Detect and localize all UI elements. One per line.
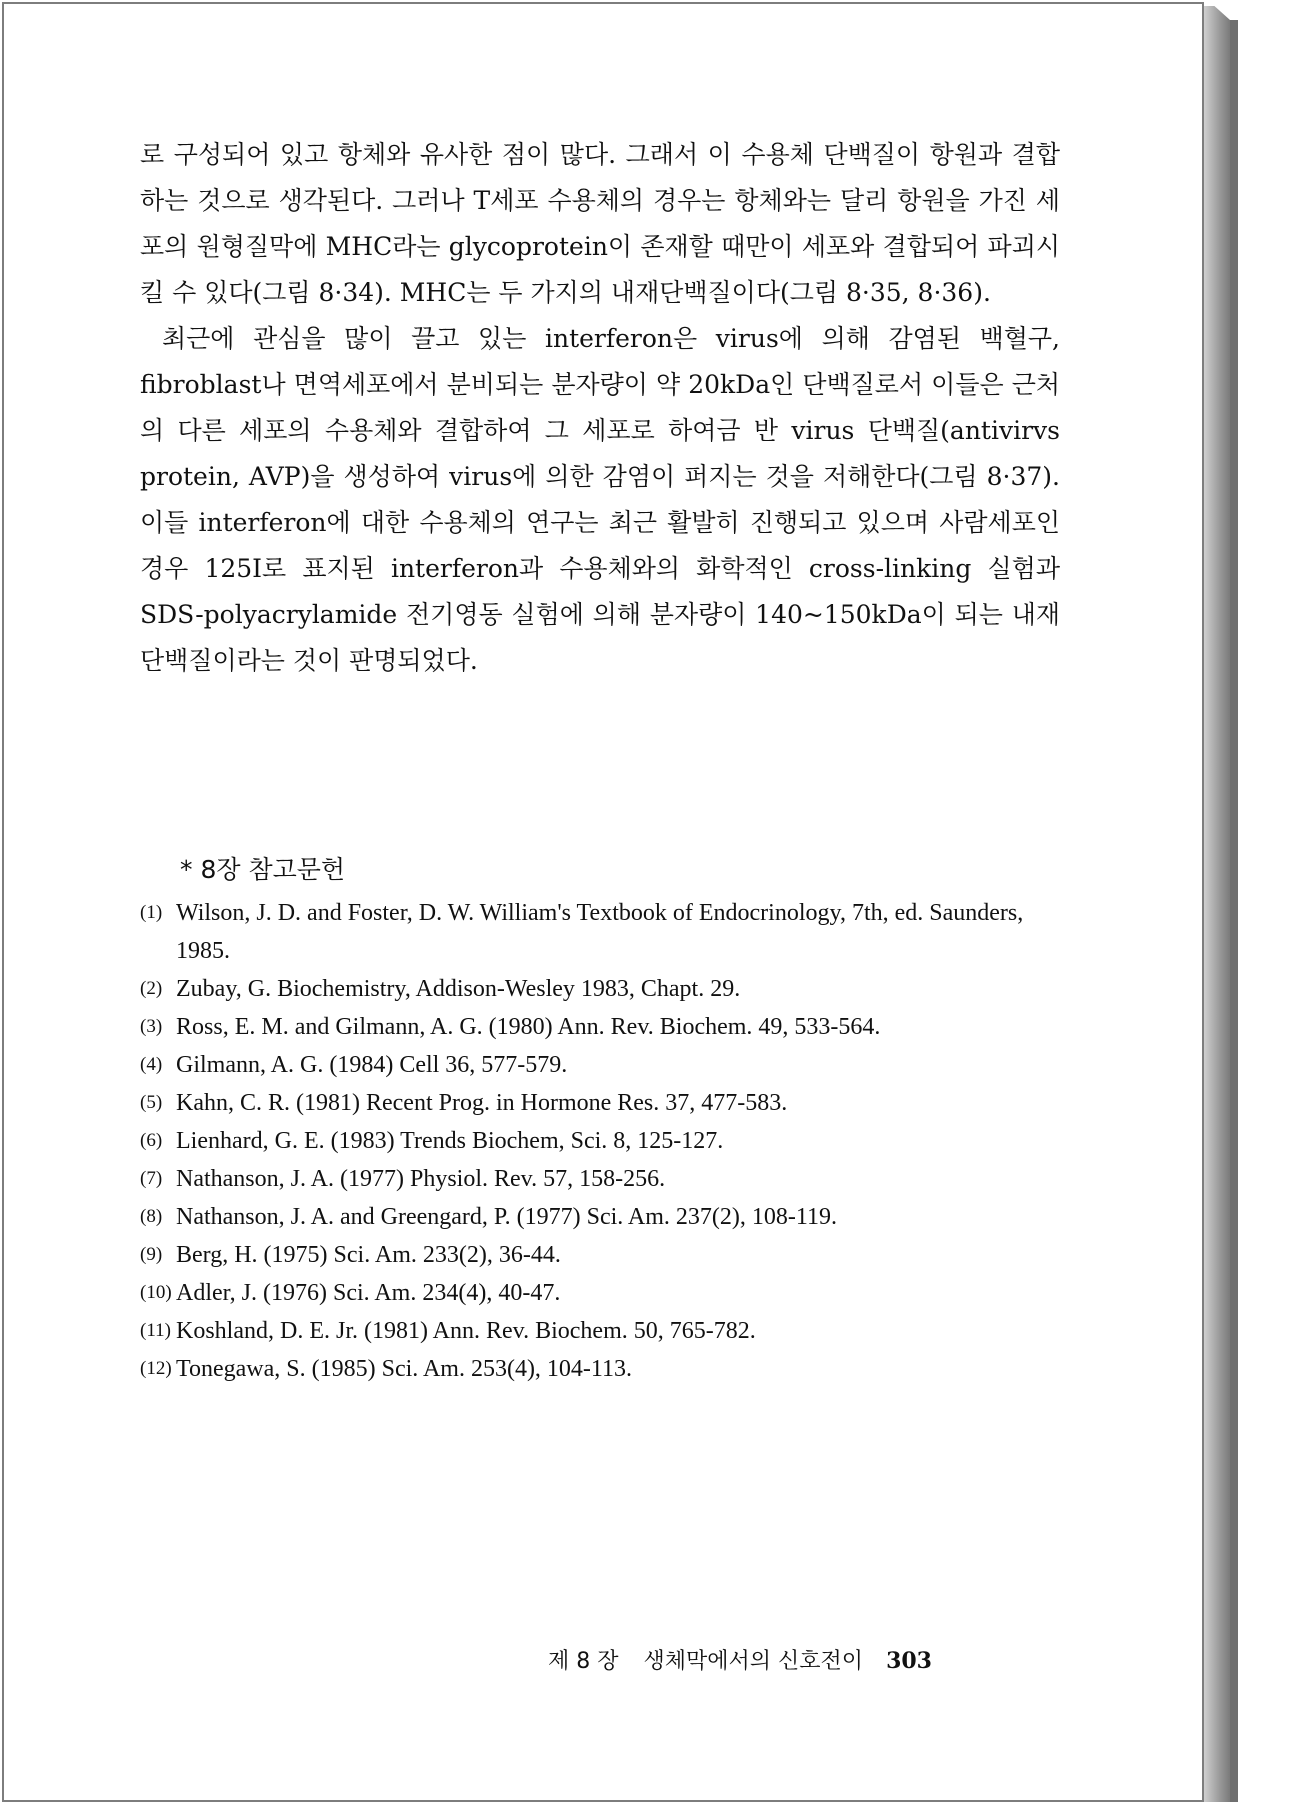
reference-item: (5) Kahn, C. R. (1981) Recent Prog. in Hormone Res. 37, 477-583. (140, 1090, 788, 1116)
reference-item: (12) Tonegawa, S. (1985) Sci. Am. 253(4), 104-113. (140, 1356, 633, 1382)
references-list (140, 894, 1070, 1388)
reference-item: (7) Nathanson, J. A. (1977) Physiol. Rev. 57, 158-256. (140, 1166, 666, 1192)
footer-title: 생체막에서의 신호전이 (643, 1649, 864, 1674)
body-paragraph-2: 최근에 관심을 많이 끌고 있는 interferon은 virus에 의해 감염된 백혈구, fibroblast나 면역세포에서 분비되는 분자량이 약 20kDa인 단백질로서 이들은 근처의 다른 세포의 수용체와 결합하여 그 세포로 하여금 반 virus 단백질(antivirvs protein, AVP)을 생성하여 virus에 의한 감염이 퍼지는 것을 저해한다(그림 8·37). 이들 interferon에 대한 수용체의 연구는 최근 활발히 진행되고 있으며 사람세포인 경우 125I로 표지된 interferon과 수용체와의 화학적인 cross-linking 실험과 SDS-polyacrylamide 전기영동 실험에 의해 분자량이 140~150kDa이 되는 내재단백질이라는 것이 판명되었다. (140, 324, 1060, 675)
body-paragraph-1: 로 구성되어 있고 항체와 유사한 점이 많다. 그래서 이 수용체 단백질이 항원과 결합하는 것으로 생각된다. 그러나 T세포 수용체의 경우는 항체와는 달리 항원을 가진 세포의 원형질막에 MHC라는 glycoprotein이 존재할 때만이 세포와 결합되어 파괴시킬 수 있다(그림 8·34). MHC는 두 가지의 내재단백질이다(그림 8·35, 8·36). (140, 140, 1060, 307)
page-footer (548, 1644, 932, 1675)
reference-item: (10) Adler, J. (1976) Sci. Am. 234(4), 40-47. (140, 1280, 561, 1306)
reference-item: (8) Nathanson, J. A. and Greengard, P. (1977) Sci. Am. 237(2), 108-119. (140, 1204, 838, 1230)
reference-item: (11) Koshland, D. E. Jr. (1981) Ann. Rev. Biochem. 50, 765-782. (140, 1318, 756, 1344)
body-text (140, 132, 1060, 684)
footer-chapter: 제 8 장 (548, 1649, 619, 1674)
reference-item: (3) Ross, E. M. and Gilmann, A. G. (1980) Ann. Rev. Biochem. 49, 533-564. (140, 1014, 881, 1040)
page-edge-shadow (1230, 20, 1238, 1802)
reference-item: (2) Zubay, G. Biochemistry, Addison-Wesley 1983, Chapt. 29. (140, 976, 741, 1002)
reference-item: (9) Berg, H. (1975) Sci. Am. 233(2), 36-44. (140, 1242, 561, 1268)
reference-item: (4) Gilmann, A. G. (1984) Cell 36, 577-579. (140, 1052, 568, 1078)
page-edge (1204, 6, 1230, 1802)
page-number: 303 (886, 1648, 932, 1674)
reference-item: (6) Lienhard, G. E. (1983) Trends Biochem, Sci. 8, 125-127. (140, 1128, 724, 1154)
references-heading: * 8장 참고문헌 (180, 855, 346, 884)
book-page (2, 2, 1204, 1802)
reference-item: (1) Wilson, J. D. and Foster, D. W. William's Textbook of Endocrinology, 7th, ed. Saunders, 1985. (140, 900, 1024, 964)
